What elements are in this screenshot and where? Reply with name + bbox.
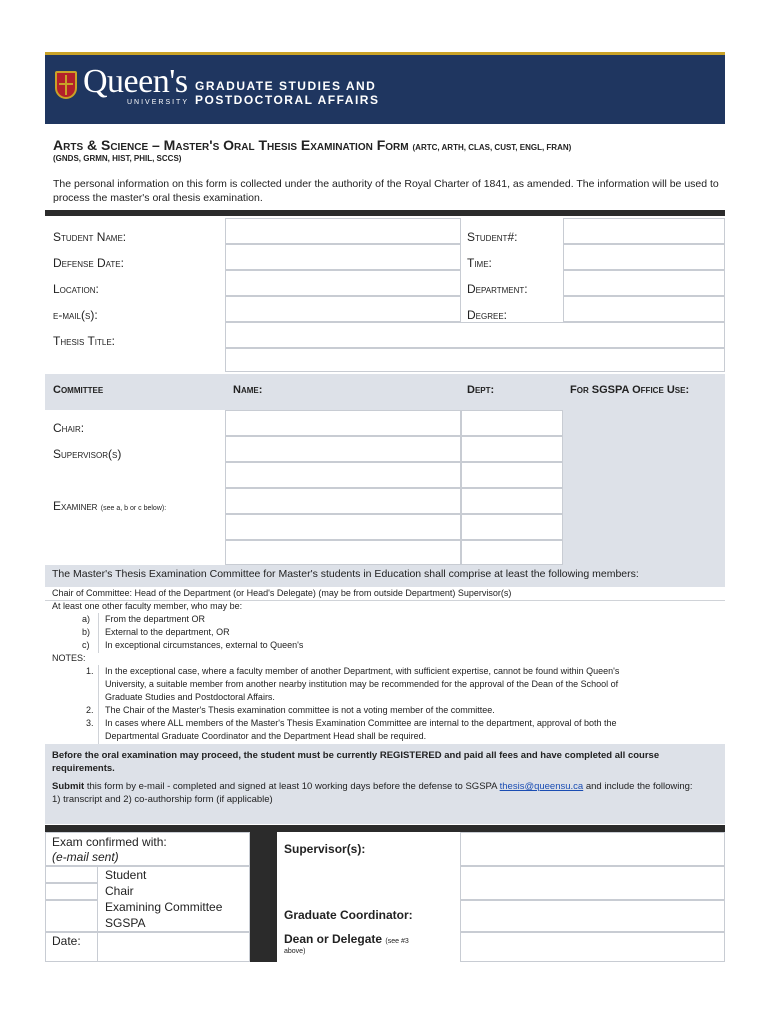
banner-line-2: POSTDOCTORAL AFFAIRS xyxy=(195,93,380,107)
header-banner xyxy=(45,52,725,124)
submit-instruction-text xyxy=(52,780,722,806)
submit-body: this form by e-mail - completed and signed at least 10 working days before the defense to SGSPA xyxy=(84,781,500,792)
supervisor-dept-input-2[interactable] xyxy=(461,462,563,488)
divider-bar xyxy=(45,210,725,216)
examiner-note: (see a, b or c below): xyxy=(100,505,167,512)
name-col-label: Name: xyxy=(233,384,263,396)
grad-coordinator-label: Graduate Coordinator: xyxy=(284,908,413,922)
list-divider-a xyxy=(98,613,99,653)
note-b-text: External to the department, OR xyxy=(105,627,230,637)
submit-tail: and include the following: xyxy=(583,781,693,792)
supervisor-name-input-1[interactable] xyxy=(225,436,461,462)
location-label: Location: xyxy=(53,282,99,296)
note-a-mark: a) xyxy=(82,614,91,624)
supervisor-name-input-2[interactable] xyxy=(225,462,461,488)
notes-heading: The Master's Thesis Examination Committee for Master's students in Education shall comprise at least the following members: xyxy=(52,568,639,580)
department-label: Department: xyxy=(467,282,528,296)
form-title-text: Arts & Science – Master's Oral Thesis Examination Form xyxy=(53,137,409,153)
note-c-text: In exceptional circumstances, external to Queen's xyxy=(105,640,304,650)
note-a-text: From the department OR xyxy=(105,614,206,624)
note-3-text-a: In cases where ALL members of the Master's Thesis Examination Committee are internal to the department, approval of both the xyxy=(105,718,617,728)
note-2-text: The Chair of the Master's Thesis examination committee is not a voting member of the committee. xyxy=(105,705,495,715)
student-number-input[interactable] xyxy=(563,218,725,244)
supervisors-label: Supervisor(s) xyxy=(53,447,122,461)
confirm-sgspa: SGSPA xyxy=(105,916,146,930)
chair-check-cell[interactable] xyxy=(45,883,98,900)
student-number-label: Student#: xyxy=(467,230,518,244)
chair-label: Chair: xyxy=(53,421,85,435)
list-divider-b xyxy=(98,665,99,744)
dean-note-2: above) xyxy=(284,948,306,955)
time-input[interactable] xyxy=(563,244,725,270)
exam-confirmed-label: Exam confirmed with: xyxy=(52,835,167,849)
form-codes-2: (GNDS, GRMN, HIST, PHIL, SCCS) xyxy=(53,154,182,163)
submit-word: Submit xyxy=(52,781,85,792)
dean-label xyxy=(284,932,409,946)
degree-label: Degree: xyxy=(467,308,508,322)
examiner-name-input-2[interactable] xyxy=(225,514,461,540)
note-3-mark: 3. xyxy=(86,718,94,728)
email-input[interactable] xyxy=(225,296,461,322)
confirm-examining-committee: Examining Committee xyxy=(105,900,223,914)
submit-instructions xyxy=(45,744,725,824)
examiner-name-input-3[interactable] xyxy=(225,540,461,565)
dean-label-text: Dean or Delegate xyxy=(284,932,383,946)
note-faculty-member: At least one other faculty member, who may be: xyxy=(52,601,243,611)
note-c-mark: c) xyxy=(82,640,90,650)
grad-coordinator-signature[interactable] xyxy=(460,900,725,932)
thesis-title-input-1[interactable] xyxy=(225,322,725,348)
note-1-mark: 1. xyxy=(86,666,94,676)
note-chair-of-committee: Chair of Committee: Head of the Department (or Head's Delegate) (may be from outside Department) Supervisor(s) xyxy=(52,588,512,598)
note-1-text-c: Graduate Studies and Postdoctoral Affairs. xyxy=(105,692,275,702)
office-use-col-label: For SGSPA Office Use: xyxy=(570,384,690,396)
email-label: e-mail(s): xyxy=(53,308,98,322)
dept-col-label: Dept: xyxy=(467,384,495,396)
examiner-dept-input-1[interactable] xyxy=(461,488,563,514)
student-name-label: Student Name: xyxy=(53,230,127,244)
defense-date-label: Defense Date: xyxy=(53,256,124,270)
thesis-title-input-2[interactable] xyxy=(225,348,725,372)
logo-wordmark: Queen's xyxy=(83,63,188,100)
supervisor-signature-2[interactable] xyxy=(460,866,725,900)
examiner-dept-input-3[interactable] xyxy=(461,540,563,565)
note-1-text-a: In the exceptional case, where a faculty member of another Department, with sufficient expertise, cannot be found within Queen's xyxy=(105,666,620,676)
supervisors-signature-label: Supervisor(s): xyxy=(284,842,366,856)
intro-text: The personal information on this form is collected under the authority of the Royal Charter of 1841, as amended. The information will be used to process the master's oral thesis examination. xyxy=(53,178,719,204)
date-input[interactable] xyxy=(98,932,250,962)
time-label: Time: xyxy=(467,256,492,270)
note-1-text-b: University, a suitable member from another nearby institution may be recommended for the approval of the Dean of the School of xyxy=(105,679,619,689)
note-2-mark: 2. xyxy=(86,705,94,715)
date-label: Date: xyxy=(52,934,81,948)
confirm-chair: Chair xyxy=(105,884,134,898)
chair-dept-input[interactable] xyxy=(461,410,563,436)
supervisor-dept-input-1[interactable] xyxy=(461,436,563,462)
form-codes-1: (ARTC, ARTH, CLAS, CUST, ENGL, FRAN) xyxy=(412,143,572,152)
examiner-label-text: Examiner xyxy=(53,499,98,513)
registration-requirement: Before the oral examination may proceed, the student must be currently REGISTERED and paid all fees and have completed all course requirements. xyxy=(52,750,660,774)
notes-label: NOTES: xyxy=(52,653,86,663)
committee-check-cell[interactable] xyxy=(45,900,98,932)
attachments-text: 1) transcript and 2) co-authorship form (if applicable) xyxy=(52,794,273,805)
examiner-label xyxy=(53,499,166,513)
note-3-text-b: Departmental Graduate Coordinator and the Department Head shall be required. xyxy=(105,731,427,741)
note-b-mark: b) xyxy=(82,627,91,637)
chair-name-input[interactable] xyxy=(225,410,461,436)
committee-col-label: Committee xyxy=(53,384,104,396)
email-sent-label: (e-mail sent) xyxy=(52,850,119,864)
dean-note: (see #3 xyxy=(385,938,409,945)
divider-bar-bottom xyxy=(45,825,725,832)
department-input[interactable] xyxy=(563,270,725,296)
supervisor-signature-1[interactable] xyxy=(460,832,725,866)
thesis-title-label: Thesis Title: xyxy=(53,334,116,348)
banner-line-1: GRADUATE STUDIES AND xyxy=(195,79,377,93)
student-name-input[interactable] xyxy=(225,218,461,244)
confirm-student: Student xyxy=(105,868,147,882)
examiner-dept-input-2[interactable] xyxy=(461,514,563,540)
student-check-cell[interactable] xyxy=(45,866,98,883)
office-use-column xyxy=(563,410,725,565)
degree-input[interactable] xyxy=(563,296,725,322)
logo-university: UNIVERSITY xyxy=(127,99,190,106)
thesis-email-link[interactable]: thesis@queensu.ca xyxy=(499,781,584,792)
examiner-name-input-1[interactable] xyxy=(225,488,461,514)
queens-crest-icon xyxy=(55,71,77,99)
dean-signature[interactable] xyxy=(460,932,725,962)
defense-date-input[interactable] xyxy=(225,244,461,270)
bottom-separator xyxy=(250,832,277,962)
location-input[interactable] xyxy=(225,270,461,296)
